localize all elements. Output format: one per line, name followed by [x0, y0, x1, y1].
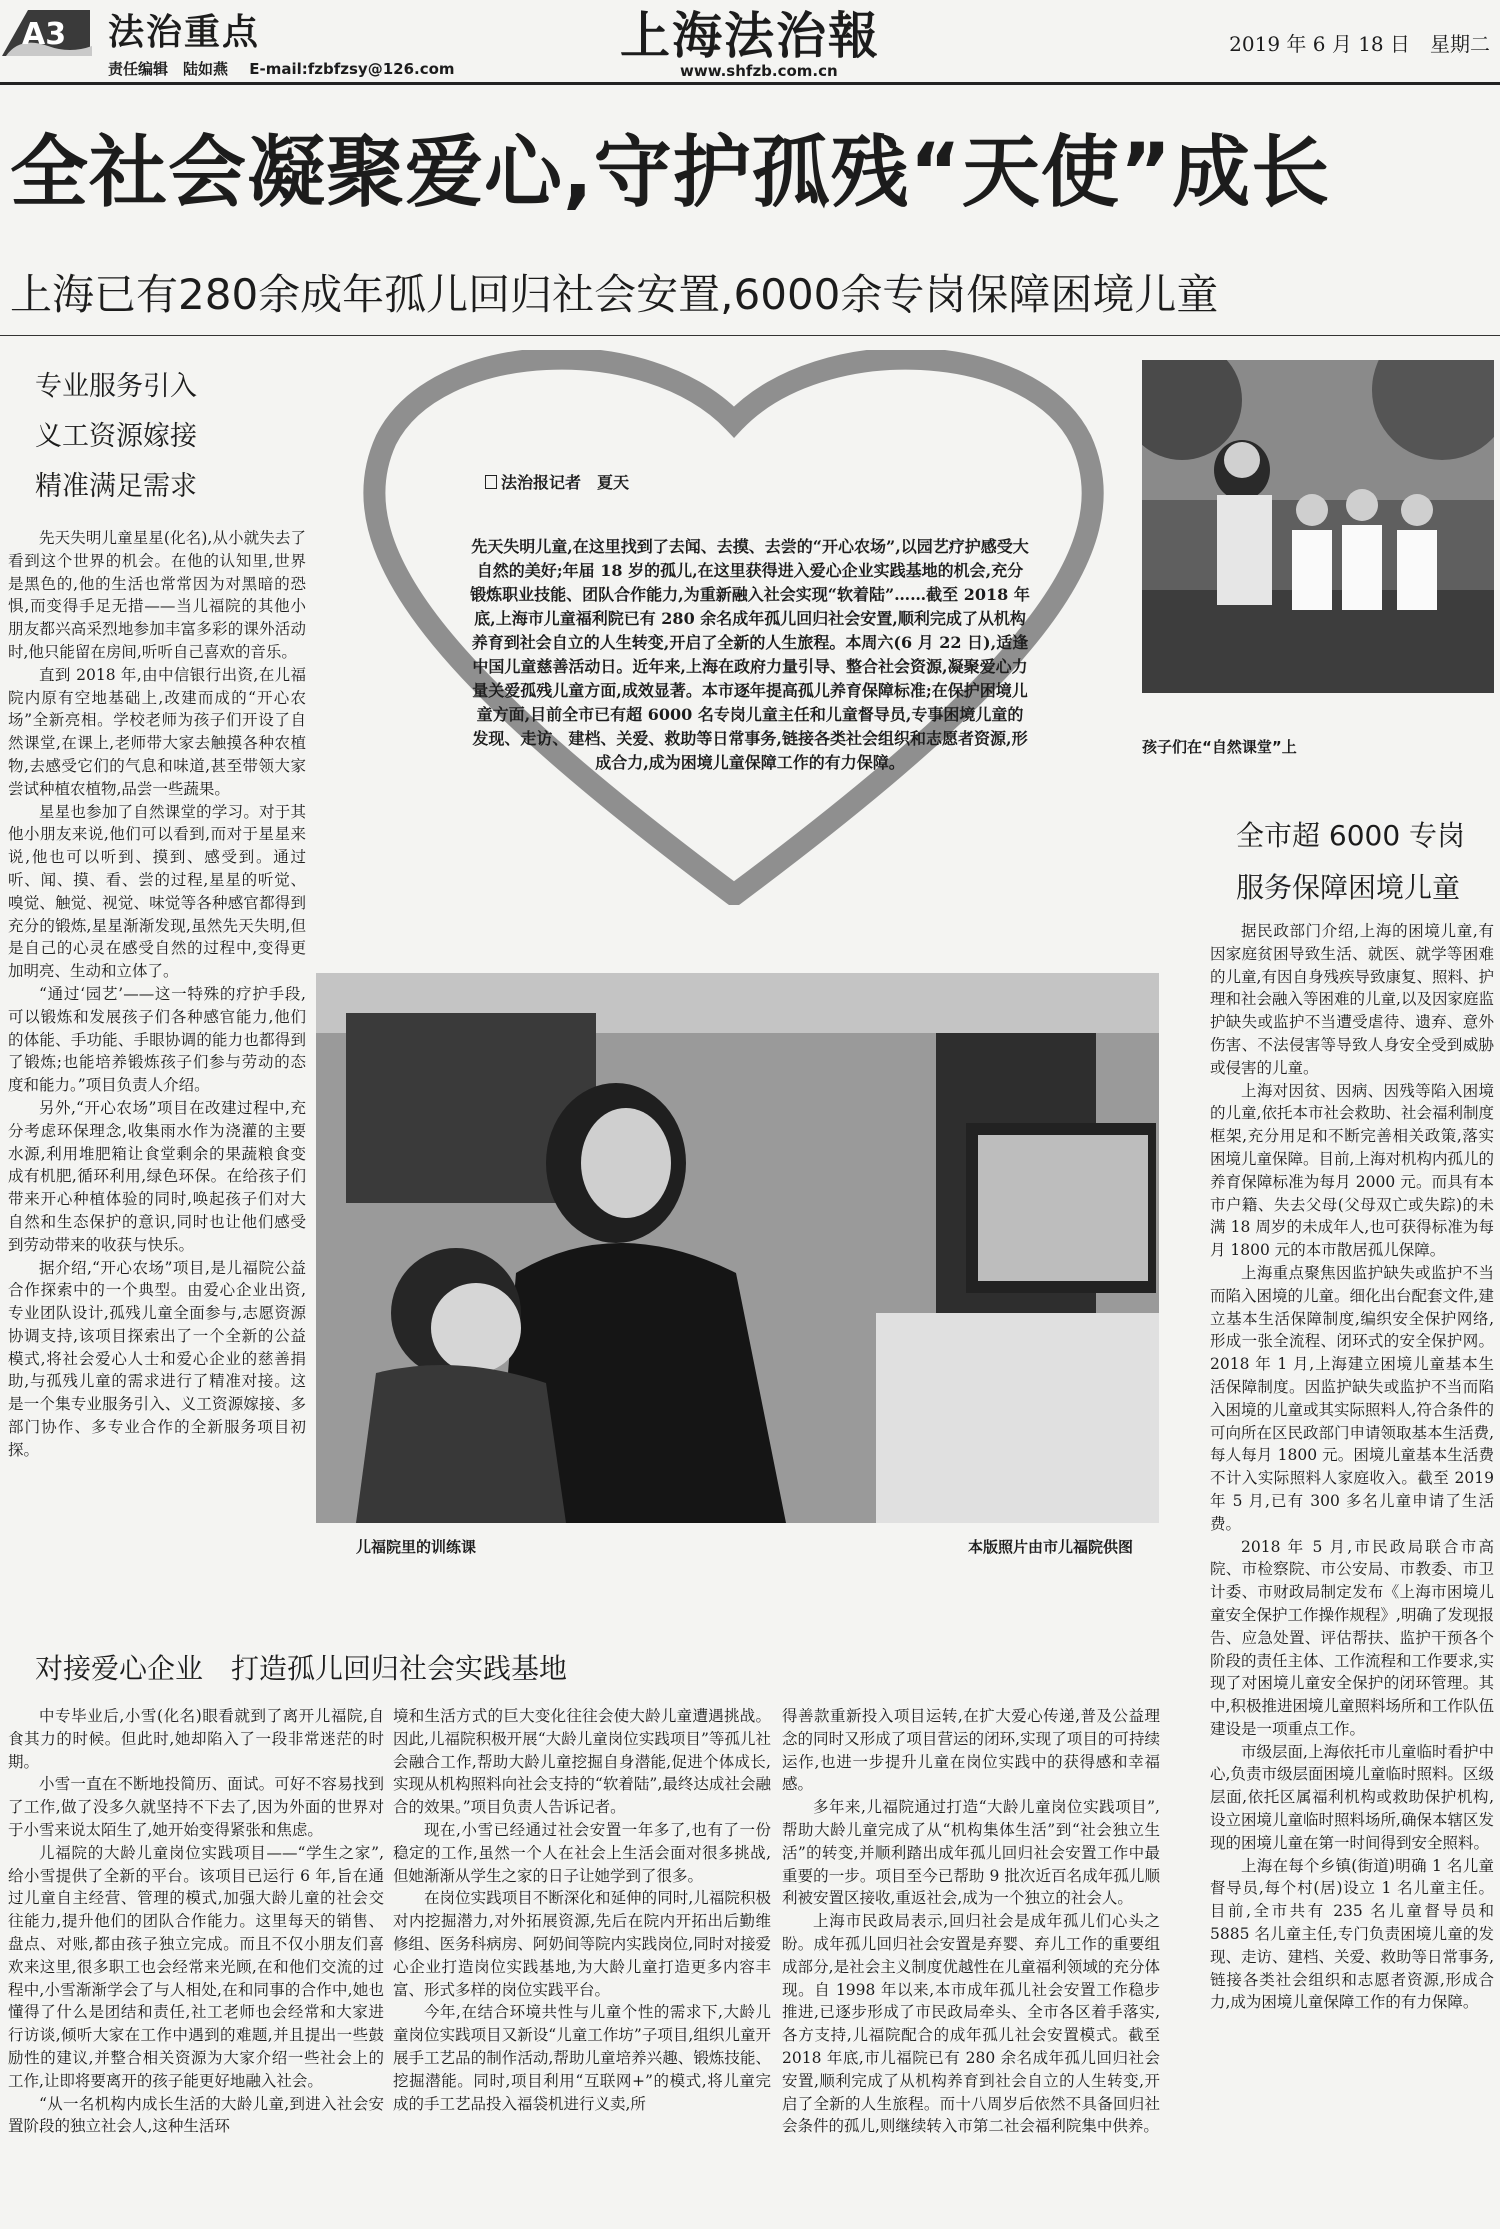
paragraph: 上海对因贫、因病、因残等陷入困境的儿童,依托本市社会救助、社会福利制度框架,充分用足和不断完善相关政策,落实困境儿童保障。目前,上海对机构内孤儿的养育保障标准为每月 2000 元。而具有本市户籍、失去父母(父母双亡或失踪)的未满 18 周岁的未成年人,也可获得标准为每月 1800 元的本市散居孤儿保障。	[1210, 1081, 1494, 1260]
kicker-line: 专业服务引入	[35, 371, 197, 402]
right-article-column	[1210, 920, 1494, 2222]
headline-rule	[0, 335, 1500, 336]
training-class-photo	[316, 973, 1159, 1523]
paragraph: 现在,小雪已经通过社会安置一年多了,也有了一份稳定的工作,虽然一个人在社会上生活会面对很多挑战,但她渐渐从学生之家的日子让她学到了很多。	[393, 1820, 771, 1885]
paragraph: 星星也参加了自然课堂的学习。对于其他小朋友来说,他们可以看到,而对于星星来说,他也可以听到、摸到、感受到。通过听、闻、摸、看、尝的过程,星星的听觉、嗅觉、触觉、视觉、味觉等各种感官都得到充分的锻炼,星星渐渐发现,虽然先天失明,但是自己的心灵在感受自然的过程中,变得更加明亮、生动和立体了。	[8, 802, 306, 981]
paragraph: 中专毕业后,小雪(化名)眼看就到了离开儿福院,自食其力的时候。但此时,她却陷入了一段非常迷茫的时期。	[8, 1707, 384, 1771]
photo-credit: 本版照片由市儿福院供图	[968, 1538, 1134, 1556]
paragraph: “从一名机构内成长生活的大龄儿童,到进入社会安置阶段的独立社会人,这种生活环	[8, 2094, 384, 2136]
bottom-column-3	[782, 1705, 1160, 2223]
training-photo-caption: 儿福院里的训练课	[356, 1538, 477, 1556]
bottom-section-heading: 对接爱心企业 打造孤儿回归社会实践基地	[35, 1652, 568, 1685]
byline: 法治报记者 夏天	[485, 470, 629, 493]
paragraph: 今年,在结合环境共性与儿童个性的需求下,大龄儿童岗位实践项目又新设“儿童工作坊”子项目,组织儿童开展手工艺品的制作活动,帮助儿童培养兴趣、锻炼技能、挖掘潜能。同时,项目利用“互联网+”的模式,将儿童完成的手工艺品投入福袋机进行义卖,所	[393, 2003, 771, 2113]
paragraph: 儿福院的大龄儿童岗位实践项目——“学生之家”,给小雪提供了全新的平台。该项目已运行 6 年,旨在通过儿童自主经营、管理的模式,加强大龄儿童的社会交往能力,提升他们的团队合作能力。这里每天的销售、盘点、对账,都由孩子独立完成。而且不仅小朋友们喜欢来这里,很多职工也会经常来光顾,在和他们交流的过程中,小雪渐渐学会了与人相处,在和同事的合作中,她也懂得了什么是团结和责任,社工老师也会经常和大家进行访谈,倾听大家在工作中遇到的难题,并且提出一些鼓励性的建议,并整合相关资源为大家介绍一些社会上的工作,让即将要离开的孩子能更好地融入社会。	[8, 1843, 384, 2090]
paragraph: 另外,“开心农场”项目在改建过程中,充分考虑环保理念,收集雨水作为浇灌的主要水源,利用堆肥箱让食堂剩余的果蔬粮食变成有机肥,循环利用,绿色环保。在给孩子们带来开心种植体验的同时,唤起孩子们对大自然和生态保护的意识,同时也让他们感受到劳动带来的收获与快乐。	[8, 1098, 306, 1254]
header-rule	[0, 82, 1500, 85]
left-article-column	[8, 527, 306, 1593]
paragraph: “通过‘园艺’——这一特殊的疗护手段,可以锻炼和发展孩子们各种感官能力,他们的体能、手功能、手眼协调的能力也都得到了锻炼;也能培养锻炼孩子们参与劳动的态度和能力。”项目负责人介绍。	[8, 984, 306, 1095]
paragraph: 上海在每个乡镇(街道)明确 1 名儿童督导员,每个村(居)设立 1 名儿童主任。目前,全市共有 235 名儿童督导员和 5885 名儿童主任,专门负责困境儿童的发现、走访、建档、关爱、救助等日常事务,链接各类社会组织和志愿者资源,形成合力,成为困境儿童保障工作的有力保障。	[1210, 1856, 1494, 2012]
paragraph: 得善款重新投入项目运转,在扩大爱心传递,普及公益理念的同时又形成了项目营运的闭环,实现了项目的可持续运作,也进一步提升儿童在岗位实践中的获得感和幸福感。	[782, 1707, 1160, 1794]
paragraph: 2018 年 5 月,市民政局联合市高院、市检察院、市公安局、市教委、市卫计委、市财政局制定发布《上海市困境儿童安全保护工作操作规程》,明确了发现报告、应急处置、评估帮扶、监护干预各个阶段的责任主体、工作流程和工作要求,实现了对困境儿童安全保护的闭环管理。其中,积极推进困境儿童照料场所和工作队伍建设是一项重点工作。	[1210, 1537, 1494, 1738]
paragraph: 上海市民政局表示,回归社会是成年孤儿们心头之盼。成年孤儿回归社会安置是弃婴、弃儿工作的重要组成部分,是社会主义制度优越性在儿童福利领域的充分体现。自 1998 年以来,本市成年孤儿社会安置工作稳步推进,已逐步形成了市民政局牵头、全市各区着手落实,各方支持,儿福院配合的成年孤儿社会安置模式。截至 2018 年底,市儿福院已有 280 余名成年孤儿回归社会安置,顺利完成了从机构养育到社会自立的人生转变,开启了全新的人生旅程。而十八周岁后依然不具备回归社会条件的孤儿,则继续转入市第二社会福利院集中供养。	[782, 1912, 1160, 2136]
paragraph: 上海重点聚焦因监护缺失或监护不当而陷入困境的儿童。细化出台配套文件,建立基本生活保障制度,编织安全保护网络,形成一张全流程、闭环式的安全保护网。2018 年 1 月,上海建立困境儿童基本生活保障制度。因监护缺失或监护不当而陷入困境的儿童或其实际照料人,符合条件的可向所在区民政部门申请领取基本生活费,每人每月 1800 元。困境儿童基本生活费不计入实际照料人家庭收入。截至 2019 年 5 月,已有 300 多名儿童申请了生活费。	[1210, 1263, 1494, 1533]
editor-name: 责任编辑 陆如燕	[108, 60, 229, 78]
main-headline: 全社会凝聚爱心,守护孤残“天使”成长	[10, 128, 1331, 218]
paragraph: 先天失明儿童星星(化名),从小就失去了看到这个世界的机会。在他的认知里,世界是黑色的,他的生活也常常因为对黑暗的恐惧,而变得手足无措——当儿福院的其他小朋友都兴高采烈地参加丰富多彩的课外活动时,他只能留在房间,听听自己喜欢的音乐。	[8, 529, 306, 661]
heading-line: 全市超 6000 专岗	[1236, 819, 1466, 852]
right-section-heading	[1236, 810, 1465, 914]
kids-garden-photo	[1142, 360, 1494, 693]
paragraph: 在岗位实践项目不断深化和延伸的同时,儿福院积极对内挖掘潜力,对外拓展资源,先后在院内开拓出后勤维修组、医务科病房、阿奶间等院内实践岗位,同时对接爱心企业打造岗位实践基地,为大龄儿童打造更多内容丰富、形式多样的岗位实践平台。	[393, 1889, 771, 1999]
left-kicker	[35, 362, 197, 512]
kids-photo-caption: 孩子们在“自然课堂”上	[1142, 738, 1297, 756]
paragraph: 据民政部门介绍,上海的困境儿童,有因家庭贫困导致生活、就医、就学等困难的儿童,有因自身残疾导致康复、照料、护理和社会融入等困难的儿童,以及因家庭监护缺失或监护不当遭受虐待、遗弃、意外伤害、不法侵害等导致人身安全受到威胁或侵害的儿童。	[1210, 922, 1494, 1077]
section-badge	[0, 6, 96, 58]
kicker-line: 精准满足需求	[35, 471, 197, 502]
paragraph: 直到 2018 年,由中信银行出资,在儿福院内原有空地基础上,改建而成的“开心农场”全新亮相。学校老师为孩子们开设了自然课堂,在课上,老师带大家去触摸各种农植物,去感受它们的气息和味道,甚至带领大家尝试种植农植物,品尝一些蔬果。	[8, 665, 306, 798]
bottom-column-2	[393, 1705, 771, 2223]
sub-headline: 上海已有280余成年孤儿回归社会安置,6000余专岗保障困境儿童	[10, 270, 1219, 319]
paragraph: 境和生活方式的巨大变化往往会使大龄儿童遭遇挑战。因此,儿福院积极开展“大龄儿童岗位实践项目”等孤儿社会融合工作,帮助大龄儿童挖掘自身潜能,促进个体成长,实现从机构照料向社会支持的“软着陆”,最终达成社会融合的效果。”项目负责人告诉记者。	[393, 1707, 771, 1817]
issue-date: 2019 年 6 月 18 日 星期二	[1229, 32, 1490, 56]
paragraph: 市级层面,上海依托市儿童临时看护中心,负责市级层面困境儿童临时照料。区级层面,依托区属福利机构或救助保护机构,设立困境儿童临时照料场所,确保本辖区发现的困境儿童在第一时间得到安全照料。	[1210, 1742, 1494, 1852]
editor-line	[108, 58, 471, 79]
heading-line: 服务保障困境儿童	[1236, 871, 1461, 904]
intro-text: 先天失明儿童,在这里找到了去闻、去摸、去尝的“开心农场”,以园艺疗护感受大自然的美好;年届 18 岁的孤儿,在这里获得进入爱心企业实践基地的机会,充分锻炼职业技能、团队合作能力,为重新融入社会实现“软着陆”……截至 2018 年底,上海市儿童福利院已有 280 余名成年孤儿回归社会安置,顺利完成了从机构养育到社会自立的人生转变,开启了全新的人生旅程。本周六(6 月 22 日),适逢中国儿童慈善活动日。近年来,上海在政府力量引导、整合社会资源,凝聚爱心力量关爱孤残儿童方面,成效显著。本市逐年提高孤儿养育保障标准;在保护困境儿童方面,目前全市已有超 6000 名专岗儿童主任和儿童督导员,专事困境儿童的发现、走访、建档、关爱、救助等日常事务,链接各类社会组织和志愿者资源,形成合力,成为困境儿童保障工作的有力保障。	[470, 537, 1030, 772]
section-number: A3	[22, 17, 67, 52]
paragraph: 小雪一直在不断地投简历、面试。可好不容易找到了工作,做了没多久就坚持不下去了,因为外面的世界对于小雪来说太陌生了,她开始变得紧张和焦虑。	[8, 1775, 384, 1839]
editor-email: E-mail:fzbfzsy@126.com	[249, 60, 455, 78]
kicker-line: 义工资源嫁接	[35, 421, 197, 452]
website-url[interactable]: www.shfzb.com.cn	[680, 62, 838, 80]
paragraph: 据介绍,“开心农场”项目,是儿福院公益合作探索中的一个典型。由爱心企业出资,专业团队设计,孤残儿童全面参与,志愿资源协调支持,该项目探索出了一个全新的公益模式,将社会爱心人士和爱心企业的慈善捐助,与孤残儿童的需求进行了精准对接。这是一个集专业服务引入、义工资源嫁接、多部门协作、多专业合作的全新服务项目初探。	[8, 1258, 306, 1459]
newspaper-masthead: 上海法治報	[620, 6, 880, 65]
bottom-column-1	[8, 1705, 384, 2223]
section-name: 法治重点	[108, 12, 261, 53]
paragraph: 多年来,儿福院通过打造“大龄儿童岗位实践项目”,帮助大龄儿童完成了从“机构集体生活”到“社会独立生活”的转变,并顺利踏出成年孤儿回归社会安置工作中最重要的一步。项目至今已帮助 9 批次近百名成年孤儿顺利被安置区接收,重返社会,成为一个独立的社会人。	[782, 1798, 1160, 1908]
